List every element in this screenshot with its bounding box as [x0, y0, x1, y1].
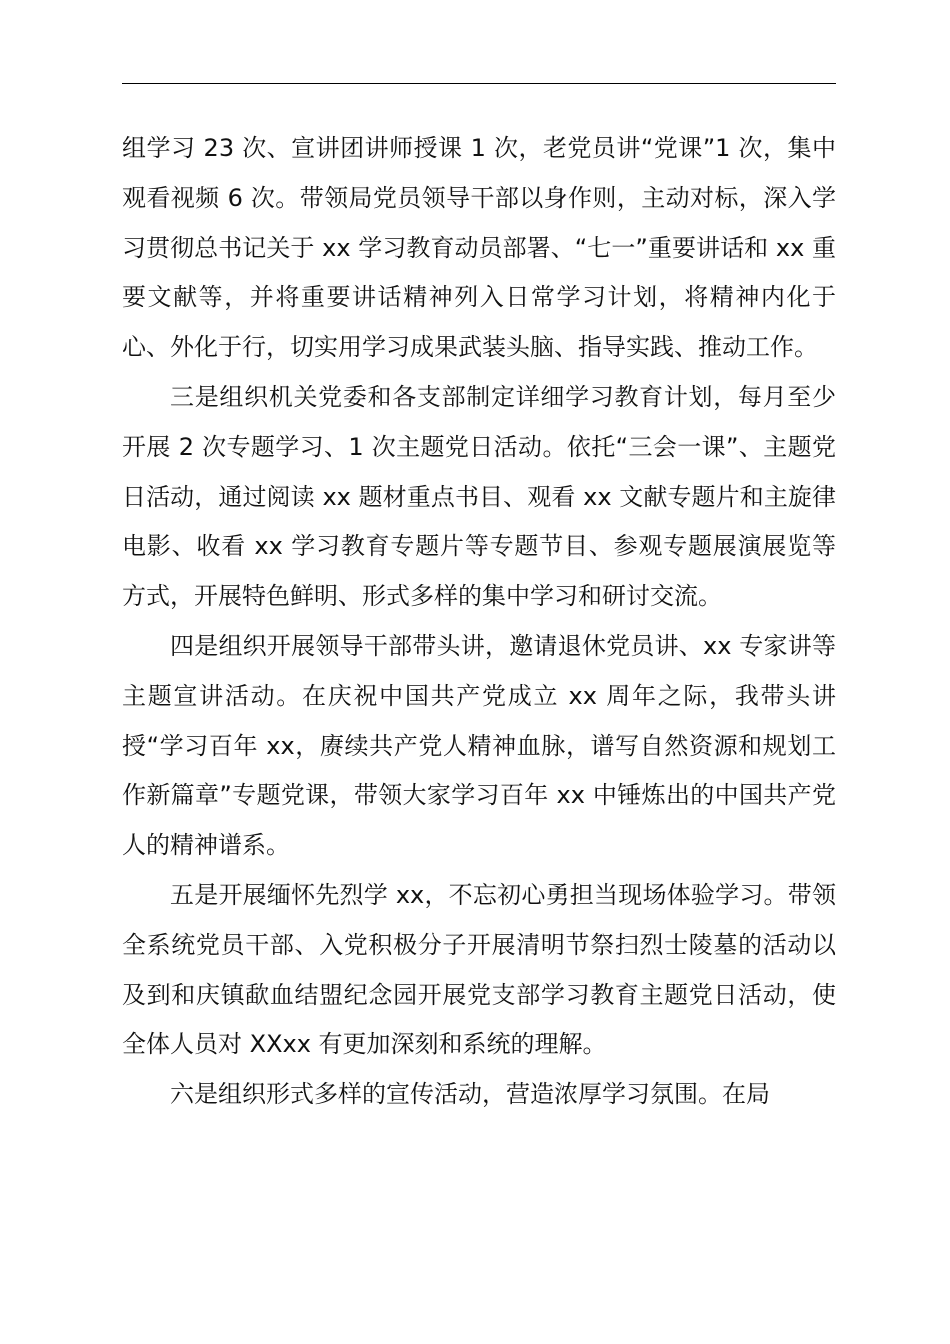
paragraph-six: 六是组织形式多样的宣传活动，营造浓厚学习氛围。在局 — [170, 1080, 770, 1109]
document-body — [122, 124, 836, 1120]
paragraph-five: 五是开展缅怀先烈学 xx，不忘初心勇担当现场体验学习。带领全系统党员干部、入党积极分子开展清明节祭扫烈士陵墓的活动以及到和庆镇歃血结盟纪念园开展党支部学习教育主题党日活动，使全体人员对 XXxx 有更加深刻和系统的理解。 — [122, 880, 836, 1059]
paragraph-continued: 组学习 23 次、宣讲团讲师授课 1 次，老党员讲“党课”1 次，集中观看视频 6 次。带领局党员领导干部以身作则，主动对标，深入学习贯彻总书记关于 xx 学习教育动员部署、“七一”重要讲话和 xx 重要文献等，并将重要讲话精神列入日常学习计划，将精神内化于心、外化于行，切实用学习成果武装头脑、指导实践、推动工作。 — [122, 134, 836, 362]
paragraph-four: 四是组织开展领导干部带头讲，邀请退休党员讲、xx 专家讲等主题宣讲活动。在庆祝中国共产党成立 xx 周年之际，我带头讲授“学习百年 xx，赓续共产党人精神血脉，谱写自然资源和规划工作新篇章”专题党课，带领大家学习百年 xx 中锤炼出的中国共产党人的精神谱系。 — [122, 631, 836, 860]
header-rule — [122, 83, 836, 84]
paragraph-three: 三是组织机关党委和各支部制定详细学习教育计划，每月至少开展 2 次专题学习、1 次主题党日活动。依托“三会一课”、主题党日活动，通过阅读 xx 题材重点书目、观看 xx 文献专题片和主旋律电影、收看 xx 学习教育专题片等专题节目、参观专题展演展览等方式，开展特色鲜明、形式多样的集中学习和研讨交流。 — [122, 382, 836, 611]
